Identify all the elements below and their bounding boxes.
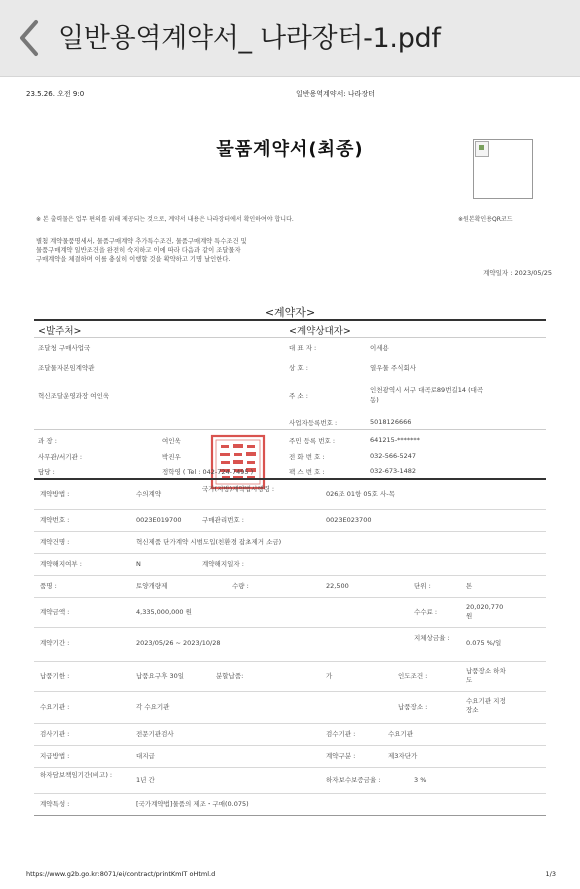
table-row: 계약해지여부 : N 계약해지일자 :	[34, 553, 546, 576]
address-value-line1: 인천광역시 서구 대곡로89번길14 (대곡	[370, 386, 484, 394]
back-chevron-icon[interactable]	[14, 18, 44, 58]
intro-paragraph: 별첨 계약물품명세서, 물품구매계약 추가특수조건, 물품구매계약 특수조건 및 물품구매계약 일반조건을 완전히 숙지하고 이에 따라 다음과 같이 조달물자 구매계약을 체결하며 이를 충실히 이행할 것을 확약하고 기명 날인한다.	[36, 238, 247, 263]
table-row: 계약방법 : 수의계약 국가(지방)계약법시행령 : 026조 01항 05호 사-목	[34, 481, 546, 510]
table-row: 지급방법 : 대지급 계약구분 : 제3자단가	[34, 745, 546, 768]
document-title: 물품계약서(최종)	[216, 139, 364, 160]
print-datetime: 23.5.26. 오전 9:0	[26, 90, 85, 98]
print-footer-page: 1/3	[545, 870, 556, 878]
biz-number-label: 사업자등록번호 :	[289, 419, 338, 427]
table-row: 계약금액 : 4,335,000,000 원 수수료 : 20,020,770 원	[34, 597, 546, 628]
rep-label: 대 표 자 :	[289, 344, 317, 352]
table-row: 계약번호 : 0023E019700 구매관리번호 : 0023E023700	[34, 509, 546, 532]
divider	[34, 319, 546, 321]
table-row: 하자담보책임기간(비고) : 1년 간 하자보수보증금율 : 3 %	[34, 767, 546, 794]
divider	[34, 478, 546, 480]
biz-number-value: 5018126666	[370, 418, 412, 426]
qr-label: ※원본확인용QR코드	[458, 216, 513, 223]
table-row: 납품기한 : 납품요구후 30일 분할납품: 가 인도조건 : 납품장소 하차도	[34, 661, 546, 692]
print-page-title: 일반용역계약서: 나라장터	[296, 90, 375, 98]
firm-value: 열우물 주식회사	[370, 364, 417, 372]
table-row: 수요기관 : 각 수요기관 납품장소 : 수요기관 지정장소	[34, 691, 546, 724]
viewer-toolbar	[0, 0, 580, 77]
orderer-heading: <발주처>	[38, 326, 82, 337]
divider	[34, 337, 546, 338]
table-row: 계약특성 : [국가계약법]물품의 제조・구매(0.075)	[34, 793, 546, 816]
orderer-line: 혁신조달운영과장 여인욱	[38, 392, 110, 400]
table-row: 품명 : 토양개량제 수량 : 22,500 단위 : 톤	[34, 575, 546, 598]
table-row: 검사기관 : 전문기관검사 검수기관 : 수요기관	[34, 723, 546, 746]
table-row: 계약기간 : 2023/05/26 ~ 2023/10/28 지체상금율 : 0.075 %/일	[34, 627, 546, 662]
table-row: 계약건명 : 혁신제품 단가계약 시범도입(친환경 잡초제거 소금)	[34, 531, 546, 554]
orderer-line: 조달물자본임계약관	[38, 364, 95, 372]
divider	[34, 429, 546, 430]
document-filename: 일반용역계약서_ 나라장터-1.pdf	[58, 23, 441, 54]
address-label: 주 소 :	[289, 392, 308, 400]
address-value-line2: 동)	[370, 396, 379, 404]
counterparty-heading: <계약상대자>	[289, 326, 351, 337]
contract-date: 계약일자 : 2023/05/25	[483, 269, 552, 277]
print-footer-url: https://www.g2b.go.kr:8071/ei/contract/printKmIT oHtml.d	[26, 870, 216, 878]
orderer-line: 조달청 구매사업국	[38, 344, 91, 352]
print-notice: ※ 본 출력물은 업무 편의를 위해 제공되는 것으로, 계약서 내용은 나라장터에서 확인하여야 합니다.	[36, 216, 294, 223]
qr-code-image	[473, 139, 533, 199]
broken-image-icon	[475, 141, 489, 157]
firm-label: 상 호 :	[289, 364, 308, 372]
pdf-page: 23.5.26. 오전 9:0 일반용역계약서: 나라장터 물품계약서(최종) ※ 본 출력물은 업무 편의를 위해 제공되는 것으로, 계약서 내용은 나라장터에서 확인하여야 합니다. ※원본확인용QR코드 별첨 계약물품명세서, 물품구매계약 추가특수조건, 물품구매계약 특수조건 및 물품구매계약 일반조건을 완전히 숙지하고 이에 따라 다음과 같이 조달물자 구매계약을 체결하며 이를 충실히 이행할 것을 확약하고 기명 날인한다. 계약일자 : 2023/05/25 <계약자> <발주처> <계약상대자> 조달청 구매사업국 조달물자본임계약관 혁신조달운영과장 여인욱 대 표 자 : 이세용 상 호 : 열우물 주식회사 주 소 : 인천광역시 서구 대곡로89번길14 (대곡 동) 사업자등록번호 : 5018126666 과 장 : 여인욱 주민 등록 번호 : 641215-******* 사무관/서기관 : 박진우 전 화 번 호 : 032-566-5247 담당 : 정학영 ( Tel : 042-724-7495 ) 팩 스 번 호 : 032-673-1482 계약방법 : 수의계약 국가(지방)계약법시행령 : 026조 01항 05호 사-목 계약번호 : 0023E019700 구매관리번호 : 0023E023700 계약건명 : 혁신제품 단가계약 시범도입(친환경 잡초제거 소금) 계약해지여부 : N 계약해지일자 : 품명 : 토양개량제 수량 : 22,500 단위 : 톤 계약금액 : 4,335,000,000 원 수수료 : 20,020,770 원 계약기간 : 2023/05/26 ~ 2023/10/28 지체상금율 : 0.075 %/일 납품기한 : 납품요구후 30일 분할납품: 가 인도조건 : 납품장소 하차도 수요기관 : 각 수요기관 납품장소 : 수요기관 지정장소 검사기관 : 전문기관검사 검수기관 : 수요기관 지급방법 : 대지급 계약구분 : 제3자단가 하자담보책임기간(비고) : 1년 간 하자보수보증금율 : 3 % 계약특성 : [국가계약법]물품의 제조・구매(0.075) https://www.g2b.go.kr:8071/ei/contract/printKmIT oHtml.d 1/3	[0, 77, 580, 889]
rep-value: 이세용	[370, 344, 389, 352]
section-title: <계약자>	[264, 306, 316, 319]
